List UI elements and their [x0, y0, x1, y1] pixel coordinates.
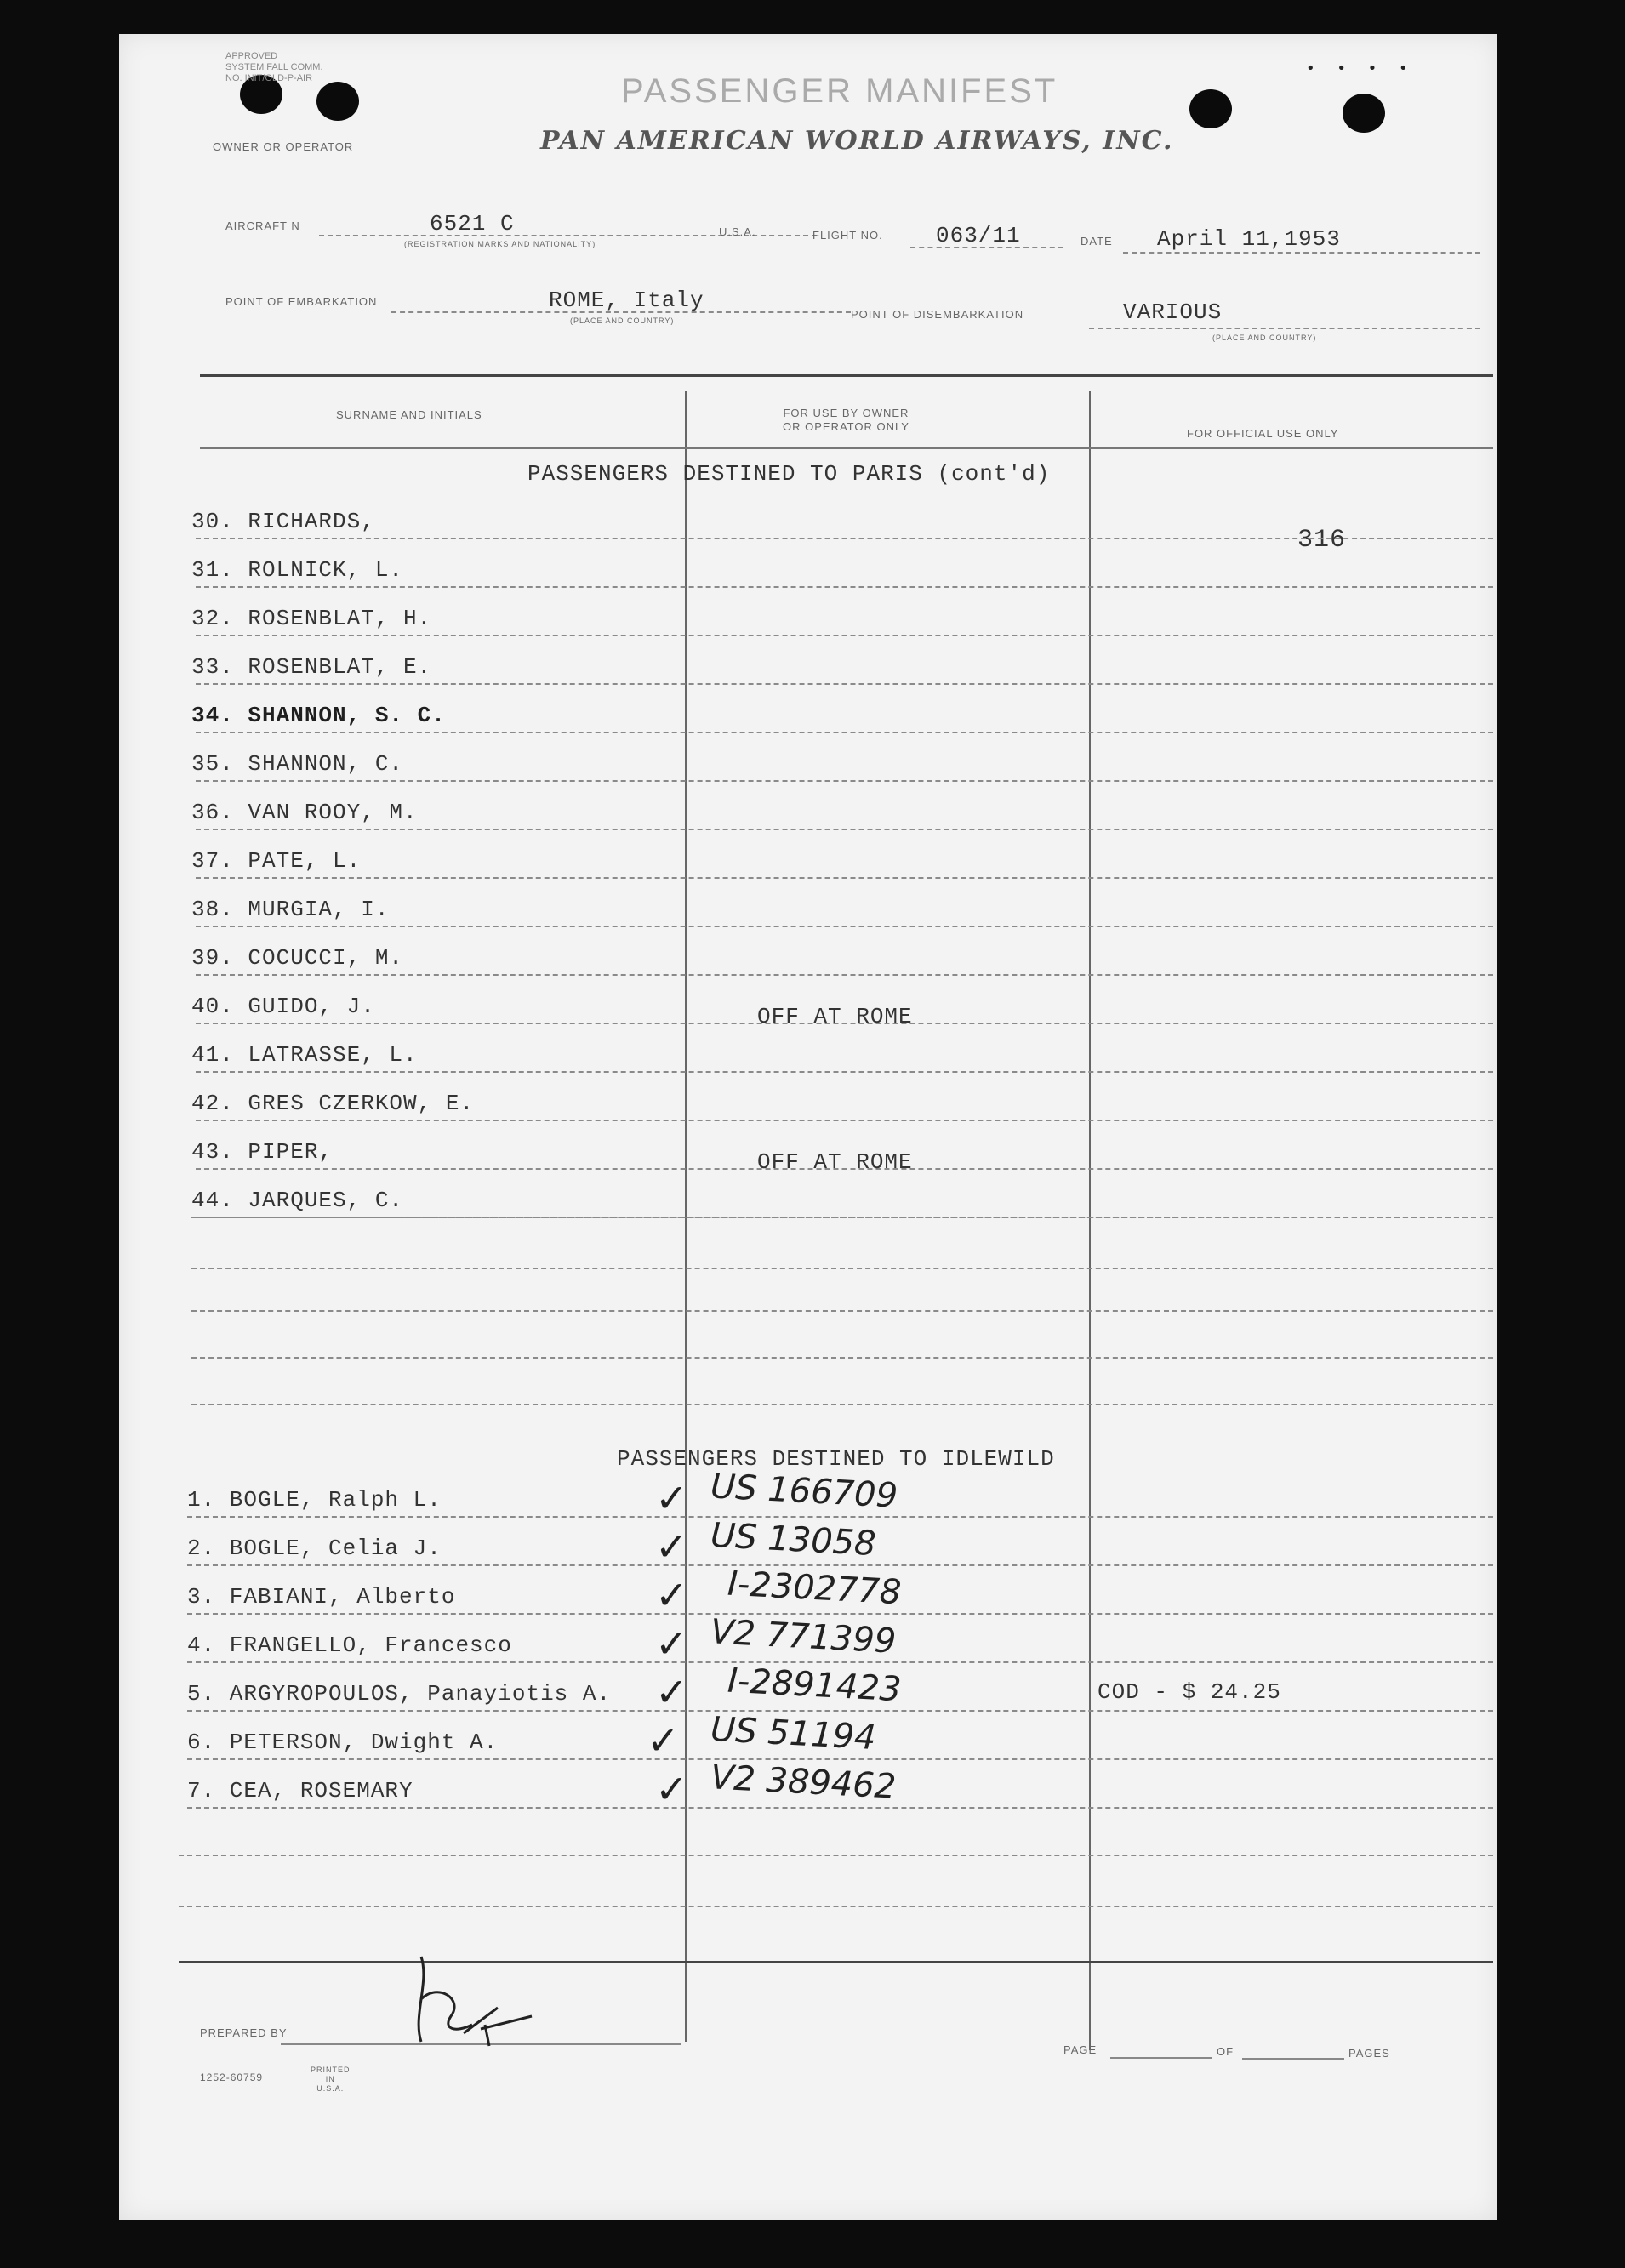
passport-number: I-2891423 — [726, 1661, 903, 1710]
page-title: PASSENGER MANIFEST — [621, 72, 1058, 110]
passenger-name: 30. RICHARDS, — [191, 509, 375, 534]
embarkation-label: POINT OF EMBARKATION — [225, 295, 378, 308]
passenger-name: 1. BOGLE, Ralph L. — [187, 1487, 442, 1513]
passenger-name: 4. FRANGELLO, Francesco — [187, 1633, 512, 1658]
flight-label: FLIGHT NO. — [812, 229, 883, 242]
country-label: U.S.A. — [719, 225, 756, 238]
passenger-name: 31. ROLNICK, L. — [191, 557, 404, 583]
column-divider — [1089, 391, 1091, 2050]
passenger-name: 44. JARQUES, C. — [191, 1188, 404, 1213]
check-mark-icon: ✓ — [655, 1669, 688, 1715]
owner-use-note: OFF AT ROME — [757, 1149, 913, 1175]
passport-number: US 13058 — [709, 1515, 877, 1564]
check-mark-icon: ✓ — [655, 1524, 688, 1570]
aircraft-sub: (REGISTRATION MARKS AND NATIONALITY) — [404, 240, 596, 248]
passport-number: US 166709 — [709, 1467, 899, 1516]
aircraft-label: AIRCRAFT N — [225, 219, 300, 232]
column-header-surname: SURNAME AND INITIALS — [336, 408, 482, 421]
date-label: DATE — [1080, 235, 1113, 248]
prepared-by-label: PREPARED BY — [200, 2026, 288, 2039]
flight-number: 063/11 — [936, 223, 1021, 248]
page-label: PAGE — [1063, 2043, 1098, 2056]
punch-hole — [1189, 89, 1232, 128]
passenger-name: 41. LATRASSE, L. — [191, 1042, 418, 1068]
passenger-name: 32. ROSENBLAT, H. — [191, 606, 432, 631]
punch-hole — [316, 82, 359, 121]
official-use-entry: COD - $ 24.25 — [1098, 1679, 1281, 1705]
passenger-name: 3. FABIANI, Alberto — [187, 1584, 456, 1610]
passenger-name: 2. BOGLE, Celia J. — [187, 1536, 442, 1561]
airline-name: PAN AMERICAN WORLD AIRWAYS, INC. — [540, 126, 1174, 156]
passport-number: I-2302778 — [726, 1564, 903, 1613]
section-heading-paris: PASSENGERS DESTINED TO PARIS (cont'd) — [527, 461, 1051, 487]
of-label: OF — [1217, 2045, 1234, 2058]
corner-dots: • • • • — [1306, 60, 1417, 77]
form-number: 1252-60759 — [200, 2071, 264, 2083]
disembarkation-label: POINT OF DISEMBARKATION — [851, 308, 1024, 321]
embarkation-value: ROME, Italy — [549, 288, 704, 313]
section-heading-idlewild: PASSENGERS DESTINED TO IDLEWILD — [617, 1446, 1055, 1472]
punch-hole — [1343, 94, 1385, 133]
check-mark-icon: ✓ — [655, 1766, 688, 1812]
pages-label: PAGES — [1348, 2047, 1390, 2060]
passenger-name: 36. VAN ROOY, M. — [191, 800, 418, 825]
check-mark-icon: ✓ — [655, 1572, 688, 1618]
passenger-name: 7. CEA, ROSEMARY — [187, 1778, 413, 1804]
passenger-name: 42. GRES CZERKOW, E. — [191, 1091, 475, 1116]
printed-in-usa: PRINTED IN U.S.A. — [311, 2066, 351, 2093]
passenger-name: 6. PETERSON, Dwight A. — [187, 1729, 499, 1755]
passenger-name: 38. MURGIA, I. — [191, 897, 390, 922]
passenger-name: 5. ARGYROPOULOS, Panayiotis A. — [187, 1681, 612, 1707]
embarkation-sub: (PLACE AND COUNTRY) — [570, 316, 675, 325]
passport-number: V2 771399 — [709, 1612, 898, 1661]
signature-mark — [404, 1948, 557, 2050]
disembarkation-value: VARIOUS — [1123, 299, 1223, 325]
passenger-name: 43. PIPER, — [191, 1139, 334, 1165]
passenger-name: 37. PATE, L. — [191, 848, 362, 874]
passenger-name: 35. SHANNON, C. — [191, 751, 404, 777]
passenger-name: 34. SHANNON, S. C. — [191, 703, 446, 728]
approval-stamp: APPROVED SYSTEM FALL COMM. NO. INIT/OLD-P-AIR — [225, 51, 323, 83]
passenger-name: 33. ROSENBLAT, E. — [191, 654, 432, 680]
check-mark-icon: ✓ — [647, 1718, 680, 1764]
owner-use-note: OFF AT ROME — [757, 1004, 913, 1029]
column-header-owner-use: FOR USE BY OWNER OR OPERATOR ONLY — [783, 407, 909, 433]
passenger-name: 40. GUIDO, J. — [191, 994, 375, 1019]
check-mark-icon: ✓ — [655, 1475, 688, 1521]
passport-number: US 51194 — [709, 1709, 877, 1758]
check-mark-icon: ✓ — [655, 1621, 688, 1667]
manifest-sheet — [119, 34, 1497, 2220]
official-note: 316 — [1297, 526, 1347, 555]
column-header-official: FOR OFFICIAL USE ONLY — [1187, 427, 1339, 440]
flight-date: April 11,1953 — [1157, 226, 1341, 252]
owner-label: OWNER OR OPERATOR — [213, 140, 354, 153]
passport-number: V2 389462 — [709, 1758, 898, 1807]
passenger-name: 39. COCUCCI, M. — [191, 945, 404, 971]
disembarkation-sub: (PLACE AND COUNTRY) — [1212, 333, 1317, 342]
aircraft-number: 6521 C — [430, 211, 515, 236]
